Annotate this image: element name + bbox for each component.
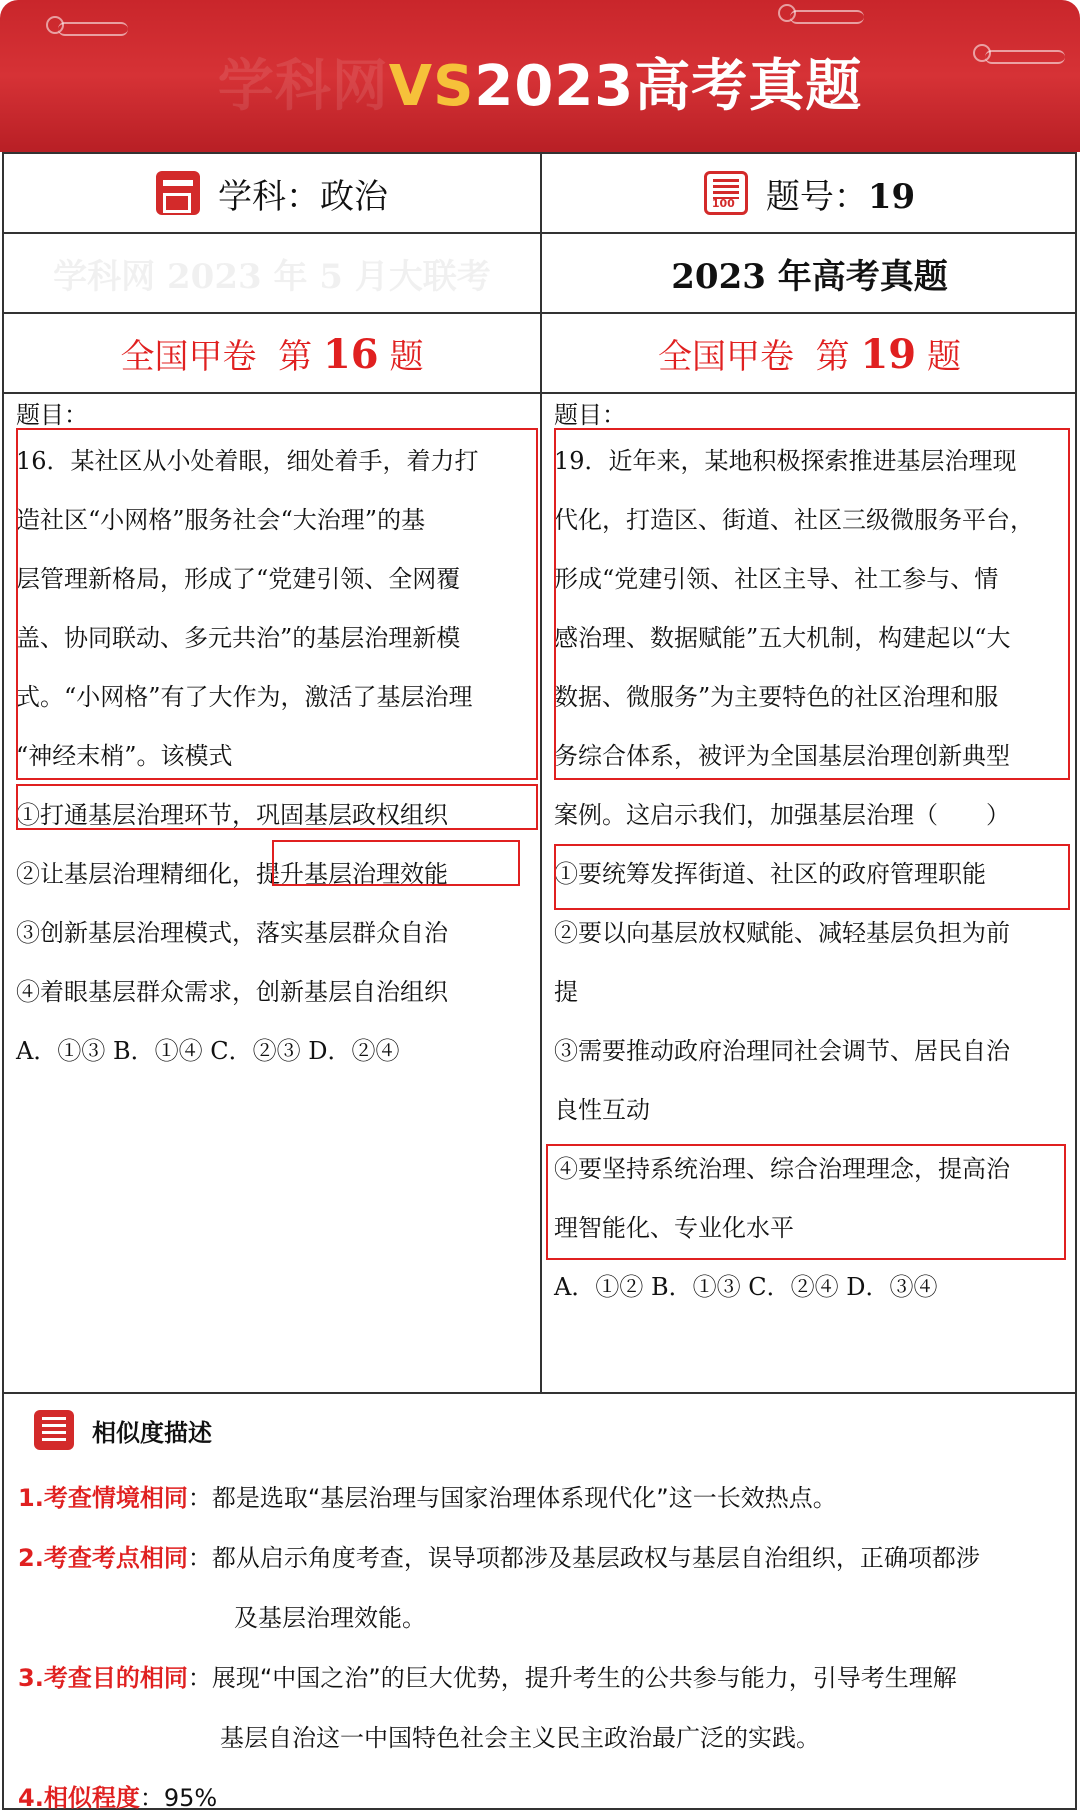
option-line: 理智能化、专业化水平 xyxy=(554,1214,794,1242)
subject-label: 学科：政治 xyxy=(218,176,388,217)
item-text: ：95% xyxy=(139,1784,218,1812)
left-paper-num: 16 xyxy=(322,330,379,378)
item-continuation: 基层自治这一中国特色社会主义民主政治最广泛的实践。 xyxy=(220,1724,820,1752)
qno-value: 19 xyxy=(867,176,916,217)
question-number xyxy=(766,169,915,218)
similarity-item xyxy=(18,1782,217,1814)
banner-main-title: 2023高考真题 xyxy=(474,54,863,119)
left-source: 学科网 2023 年 5 月大联考 xyxy=(53,256,491,297)
option-line: ④着眼基层群众需求，创新基层自治组织 xyxy=(16,978,448,1006)
item-key: 3.考查目的相同 xyxy=(18,1664,188,1692)
similarity-header xyxy=(34,1410,212,1450)
right-paper-post: 题 xyxy=(916,336,961,377)
item-key: 2.考查考点相同 xyxy=(18,1544,188,1572)
paper-row xyxy=(4,314,1075,394)
question-line: 造社区“小网格”服务社会“大治理”的基 xyxy=(16,506,426,534)
item-text: ：都是选取“基层治理与国家治理体系现代化”这一长效热点。 xyxy=(187,1484,837,1512)
option-line: ①打通基层治理环节，巩固基层政权组织 xyxy=(16,801,448,829)
banner-title xyxy=(0,42,1080,122)
exam-paper-icon xyxy=(704,171,748,215)
similarity-item xyxy=(18,1542,980,1574)
source-row xyxy=(4,234,1075,314)
question-line: 形成“党建引领、社区主导、社工参与、情 xyxy=(554,565,999,593)
question-line: 层管理新格局，形成了“党建引领、全网覆 xyxy=(16,565,461,593)
option-line: ③创新基层治理模式，落实基层群众自治 xyxy=(16,919,448,947)
highlight-box xyxy=(16,428,538,780)
item-key: 1.考查情境相同 xyxy=(18,1484,188,1512)
option-line: 提 xyxy=(554,978,578,1006)
subject-group xyxy=(156,169,388,218)
similarity-section xyxy=(4,1394,1075,1812)
question-line: “神经末梢”。该模式 xyxy=(16,742,233,770)
right-paper-num: 19 xyxy=(860,330,917,378)
left-question-cell xyxy=(4,394,542,1392)
cloud-decoration xyxy=(58,22,128,36)
question-label: 题目： xyxy=(16,401,88,429)
similarity-item xyxy=(18,1482,837,1514)
right-paper-number xyxy=(658,329,961,378)
question-line: 案例。这启示我们，加强基层治理（ ） xyxy=(554,801,1010,829)
highlight-box xyxy=(554,844,1070,910)
right-paper-cell xyxy=(542,314,1077,392)
similarity-item xyxy=(18,1662,957,1694)
answer-choices: A．①③ B．①④ C．②③ D．②④ xyxy=(16,1037,400,1065)
right-question xyxy=(542,394,1077,1317)
highlight-box xyxy=(272,840,520,886)
question-line: 式。“小网格”有了大作为，激活了基层治理 xyxy=(16,683,473,711)
question-line: 数据、微服务”为主要特色的社区治理和服 xyxy=(554,683,999,711)
cloud-decoration xyxy=(790,10,864,24)
header-banner xyxy=(0,0,1080,152)
option-line: 良性互动 xyxy=(554,1096,650,1124)
question-line: 务综合体系，被评为全国基层治理创新典型 xyxy=(554,742,1010,770)
option-line: ②让基层治理精细化，提升基层治理效能 xyxy=(16,860,448,888)
question-line: 19．近年来，某地积极探索推进基层治理现 xyxy=(554,447,1017,475)
question-line: 盖、协同联动、多元共治”的基层治理新模 xyxy=(16,624,461,652)
question-label: 题目： xyxy=(554,401,626,429)
right-question-cell xyxy=(542,394,1077,1392)
left-source-cell xyxy=(4,234,542,312)
left-paper-pre: 全国甲卷 第 xyxy=(120,336,323,377)
book-icon xyxy=(156,171,200,215)
left-paper-number xyxy=(121,329,424,378)
item-text: ：都从启示角度考查，误导项都涉及基层政权与基层自治组织，正确项都涉 xyxy=(187,1544,980,1572)
left-question xyxy=(4,394,540,1081)
question-line: 16．某社区从小处着眼，细处着手，着力打 xyxy=(16,447,479,475)
qno-cell xyxy=(542,154,1077,232)
qno-label: 题号： xyxy=(765,176,868,217)
banner-faded-text: 学科网 xyxy=(217,54,389,119)
answer-choices: A．①② B．①③ C．②④ D．③④ xyxy=(554,1273,938,1301)
left-paper-cell xyxy=(4,314,542,392)
option-line: ②要以向基层放权赋能、减轻基层负担为前 xyxy=(554,919,1010,947)
right-source-cell xyxy=(542,234,1077,312)
questions-row xyxy=(4,394,1075,1394)
qno-group xyxy=(704,169,915,218)
similarity-title: 相似度描述 xyxy=(92,1418,212,1447)
right-paper-pre: 全国甲卷 第 xyxy=(658,336,861,377)
document-icon xyxy=(34,1410,74,1450)
highlight-box xyxy=(546,1144,1066,1260)
option-line: ④要坚持系统治理、综合治理理念，提高治 xyxy=(554,1155,1010,1183)
subject-row xyxy=(4,154,1075,234)
item-text: ：展现“中国之治”的巨大优势，提升考生的公共参与能力，引导考生理解 xyxy=(187,1664,957,1692)
item-key: 4.相似程度 xyxy=(18,1784,140,1812)
subject-cell xyxy=(4,154,542,232)
option-line: ③需要推动政府治理同社会调节、居民自治 xyxy=(554,1037,1010,1065)
question-line: 感治理、数据赋能”五大机制，构建起以“大 xyxy=(554,624,1011,652)
left-paper-post: 题 xyxy=(378,336,424,377)
question-line: 代化，打造区、街道、社区三级微服务平台， xyxy=(554,506,1034,534)
highlight-box xyxy=(16,784,538,830)
right-source: 2023 年高考真题 xyxy=(671,256,948,297)
item-continuation: 及基层治理效能。 xyxy=(234,1604,426,1632)
comparison-table xyxy=(2,152,1077,1810)
banner-vs: VS xyxy=(388,54,475,119)
option-line: ①要统筹发挥街道、社区的政府管理职能 xyxy=(554,860,986,888)
highlight-box xyxy=(554,428,1070,780)
